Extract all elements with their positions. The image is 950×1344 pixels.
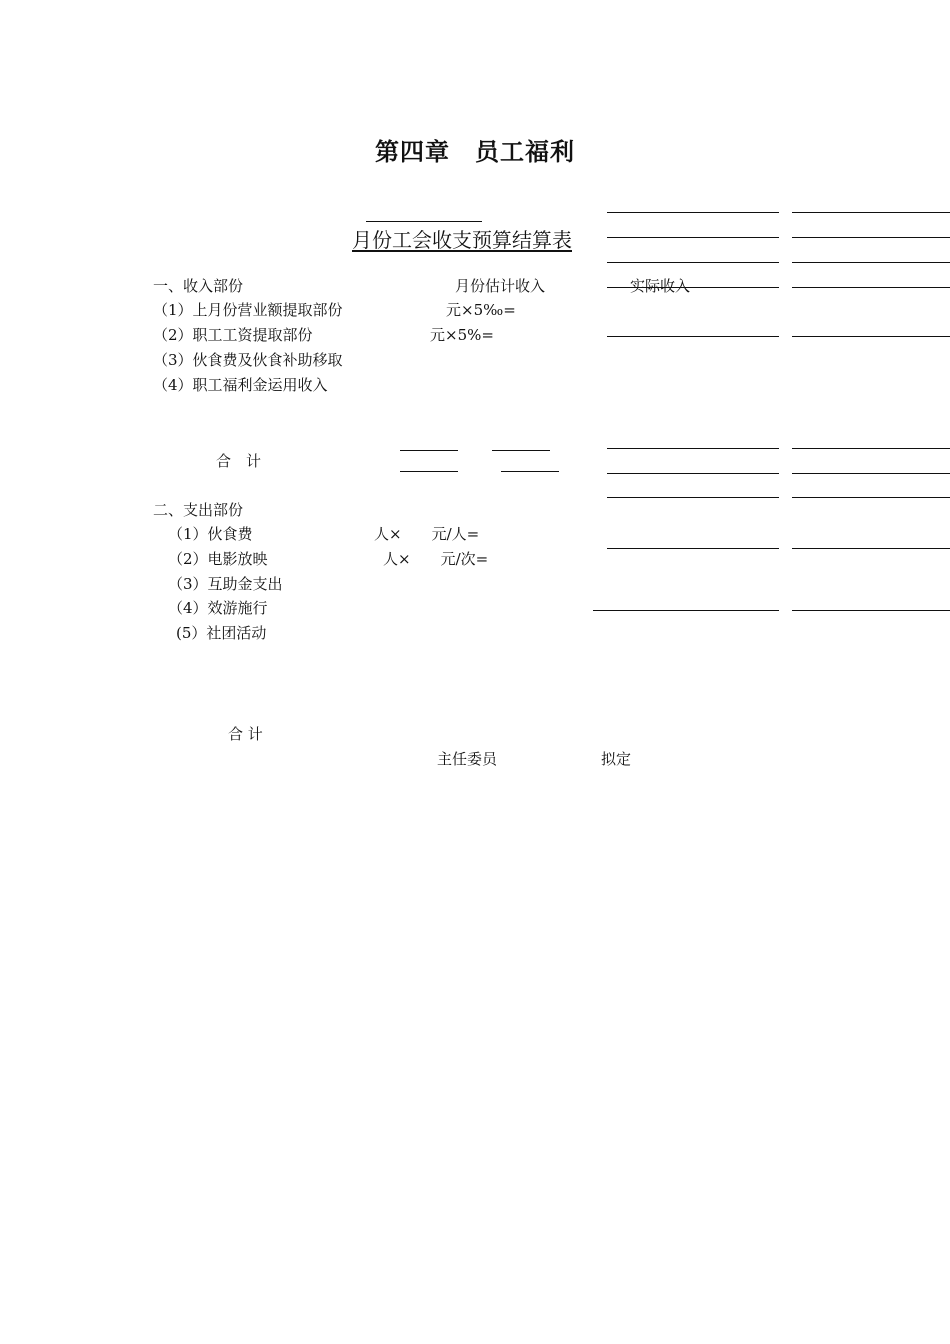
blank-line	[792, 237, 950, 238]
blank-line	[607, 473, 779, 474]
blank-line	[792, 262, 950, 263]
expense-item-2-formula: 人× 元/次=	[383, 550, 489, 568]
blank-line	[792, 497, 950, 498]
col-actual-income: 实际收入	[630, 277, 691, 295]
blank-line	[792, 212, 950, 213]
blank-line	[792, 548, 950, 549]
blank-line	[792, 287, 950, 288]
expense-total-label: 合 计	[228, 725, 263, 743]
table-title: 月份工会收支预算结算表	[352, 228, 572, 252]
blank-line	[607, 548, 779, 549]
expense-item-4: （4）效游施行	[168, 599, 268, 617]
income-item-1: （1）上月份营业额提取部份	[153, 301, 343, 319]
total-line	[400, 471, 458, 472]
chief-committee-label: 主任委员	[437, 750, 498, 768]
blank-line	[607, 336, 779, 337]
blank-line	[607, 497, 779, 498]
blank-line	[607, 237, 779, 238]
blank-line	[607, 448, 779, 449]
total-line	[501, 471, 559, 472]
blank-line	[593, 610, 779, 611]
expense-item-3: （3）互助金支出	[168, 575, 283, 593]
subtotal-line	[400, 450, 458, 451]
blank-line	[792, 448, 950, 449]
col-estimated-income: 月份估计收入	[455, 277, 546, 295]
expense-item-1-formula: 人× 元/人=	[374, 525, 480, 543]
income-item-2: （2）职工工资提取部份	[153, 326, 313, 344]
subtotal-line	[492, 450, 550, 451]
blank-line	[607, 212, 779, 213]
drafted-label: 拟定	[601, 750, 632, 768]
blank-line	[792, 473, 950, 474]
expense-item-1: （1）伙食费	[168, 525, 253, 543]
income-item-2-formula: 元×5%=	[430, 326, 494, 344]
blank-line	[792, 336, 950, 337]
income-heading: 一、收入部份	[153, 277, 244, 295]
expense-item-2: （2）电影放映	[168, 550, 268, 568]
blank-line	[607, 262, 779, 263]
expense-heading: 二、支出部份	[153, 501, 244, 519]
income-item-3: （3）伙食费及伙食补助移取	[153, 351, 343, 369]
blank-line	[792, 610, 950, 611]
chapter-title: 第四章 员工福利	[375, 138, 575, 166]
income-item-4: （4）职工福利金运用收入	[153, 376, 328, 394]
title-overline	[366, 221, 482, 222]
income-item-1-formula: 元×5‰=	[446, 301, 516, 319]
income-total-label: 合 计	[216, 452, 262, 470]
expense-item-5: (5）社团活动	[176, 624, 267, 642]
